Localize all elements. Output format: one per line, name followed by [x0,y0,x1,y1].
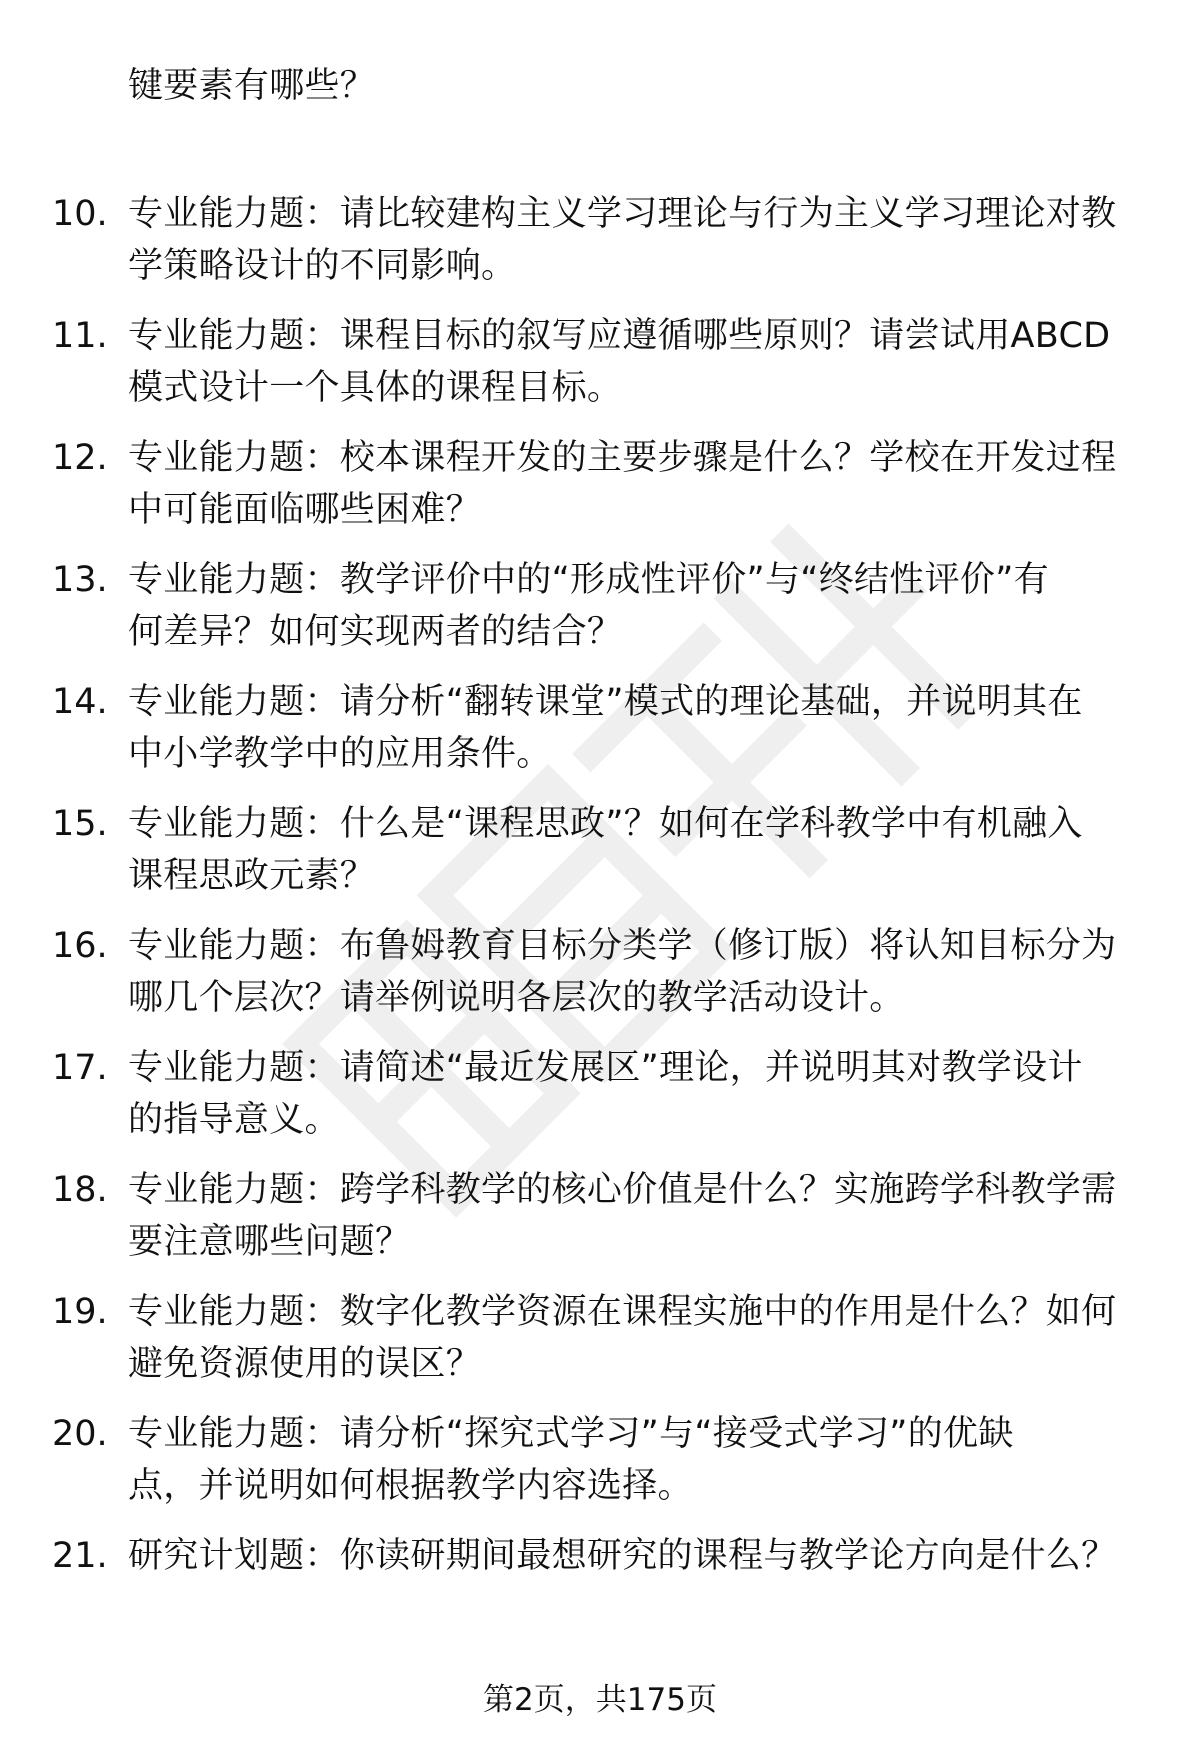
question-number: 16. [52,926,108,966]
question-text [128,188,1148,292]
question-number: 18. [52,1170,108,1210]
question-number: 21. [52,1536,108,1576]
question-line: 中小学教学中的应用条件。 [128,734,552,774]
continuation-line: 键要素有哪些？ [128,66,376,106]
question-number: 13. [52,560,108,600]
question-line: 避免资源使用的误区？ [128,1344,482,1384]
question-number: 12. [52,438,108,478]
question-line: 点，并说明如何根据教学内容选择。 [128,1466,693,1506]
page-footer: 第2页，共175页 [483,1682,717,1718]
question-line: 专业能力题：请比较建构主义学习理论与行为主义学习理论对教 [128,194,1117,234]
question-text [128,798,1148,902]
question-line: 专业能力题：请分析“探究式学习”与“接受式学习”的优缺 [128,1414,1014,1454]
question-number: 19. [52,1292,108,1332]
question-number: 10. [52,194,108,234]
question-text [128,1530,1148,1582]
question-line: 研究计划题：你读研期间最想研究的课程与教学论方向是什么？ [128,1536,1117,1576]
question-text [128,1408,1148,1512]
question-line: 专业能力题：什么是“课程思政”？如何在学科教学中有机融入 [128,804,1083,844]
question-text [128,676,1148,780]
question-line: 专业能力题：布鲁姆教育目标分类学（修订版）将认知目标分为 [128,926,1117,966]
question-line: 哪几个层次？请举例说明各层次的教学活动设计。 [128,978,905,1018]
question-line: 专业能力题：校本课程开发的主要步骤是什么？学校在开发过程 [128,438,1117,478]
question-number: 15. [52,804,108,844]
question-text [128,1042,1148,1146]
question-text [128,554,1148,658]
question-line: 专业能力题：请简述“最近发展区”理论，并说明其对教学设计 [128,1048,1083,1088]
question-line: 专业能力题：跨学科教学的核心价值是什么？实施跨学科教学需 [128,1170,1117,1210]
question-line: 专业能力题：数字化教学资源在课程实施中的作用是什么？如何 [128,1292,1117,1332]
question-text [128,920,1148,1024]
question-line: 的指导意义。 [128,1100,340,1140]
question-line: 中可能面临哪些困难？ [128,490,482,530]
question-text [128,432,1148,536]
question-line: 要注意哪些问题？ [128,1222,411,1262]
question-number: 20. [52,1414,108,1454]
question-line: 学策略设计的不同影响。 [128,246,517,286]
question-text [128,1286,1148,1390]
question-line: 专业能力题：请分析“翻转课堂”模式的理论基础，并说明其在 [128,682,1083,722]
question-line: 专业能力题：课程目标的叙写应遵循哪些原则？请尝试用ABCD [128,316,1111,356]
question-line: 课程思政元素？ [128,856,376,896]
question-line: 何差异？如何实现两者的结合？ [128,612,623,652]
question-text [128,1164,1148,1268]
question-line: 专业能力题：教学评价中的“形成性评价”与“终结性评价”有 [128,560,1049,600]
question-text [128,310,1148,414]
question-number: 17. [52,1048,108,1088]
question-line: 模式设计一个具体的课程目标。 [128,368,623,408]
question-number: 14. [52,682,108,722]
question-number: 11. [52,316,108,356]
